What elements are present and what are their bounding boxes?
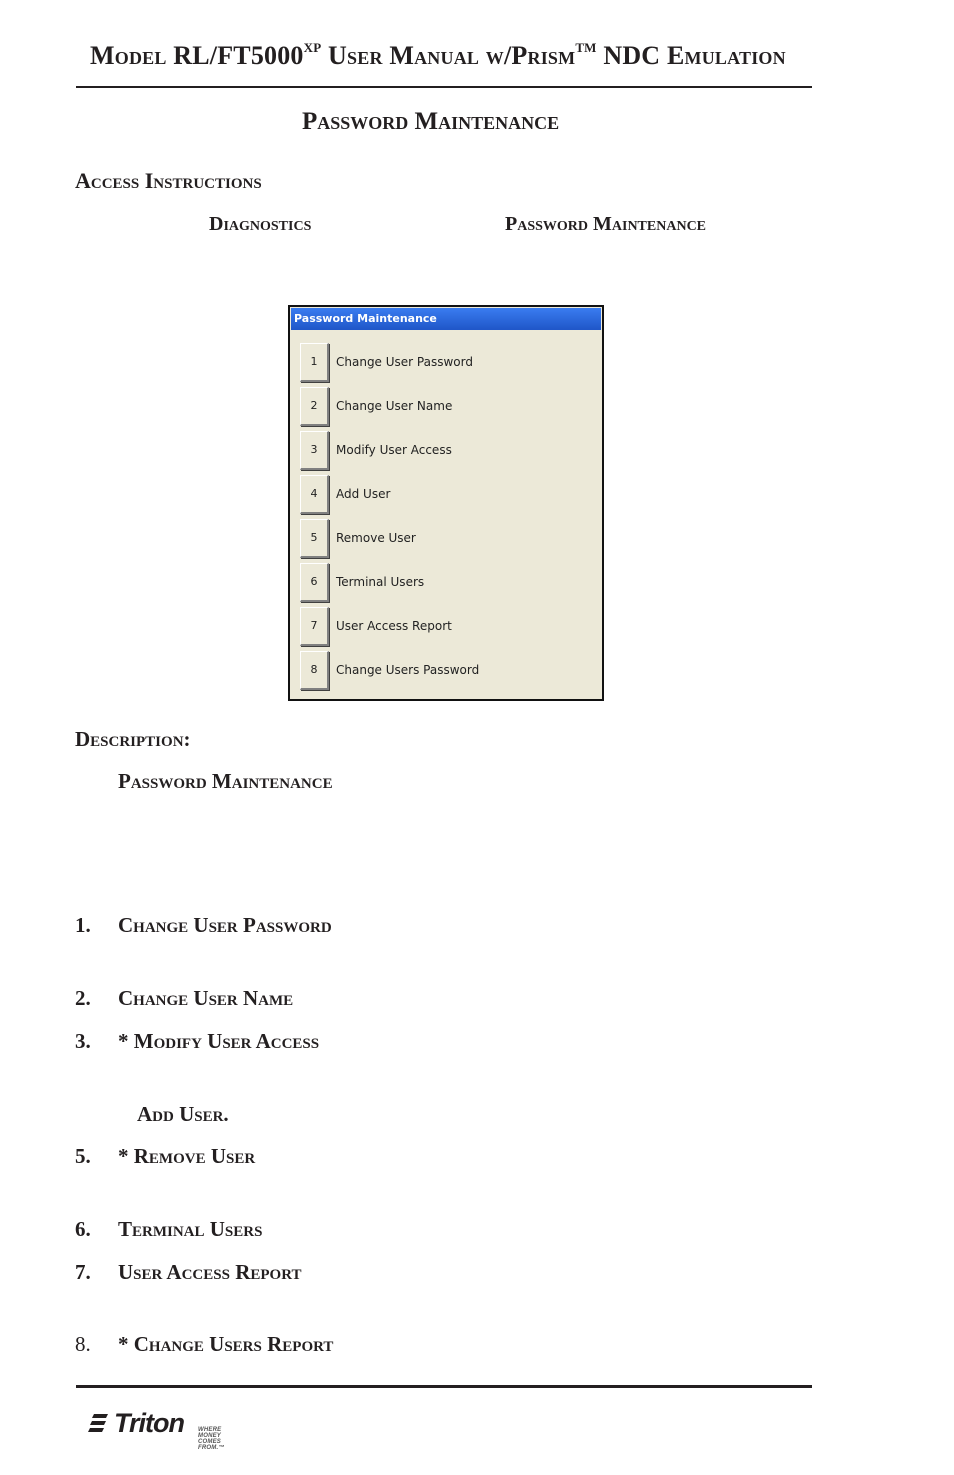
triton-mark-icon bbox=[88, 1412, 110, 1436]
running-header bbox=[90, 40, 786, 71]
dialog-titlebar: Password Maintenance bbox=[291, 308, 601, 330]
menu-item-user-access-report[interactable] bbox=[300, 607, 590, 647]
header-emulation: NDC Emulation bbox=[596, 41, 786, 70]
menu-label: Add User bbox=[336, 487, 391, 501]
menu-button-6[interactable]: 6 bbox=[300, 563, 329, 602]
list-item bbox=[75, 1332, 333, 1357]
menu-button-8[interactable]: 8 bbox=[300, 651, 329, 690]
access-instructions-heading: Access Instructions bbox=[75, 168, 262, 193]
header-model-superscript: XP bbox=[303, 40, 322, 55]
menu-button-7[interactable]: 7 bbox=[300, 607, 329, 646]
menu-label: Modify User Access bbox=[336, 443, 452, 457]
header-model: Model RL/FT5000 bbox=[90, 41, 304, 70]
list-item-label: * Change Users Report bbox=[118, 1332, 334, 1356]
list-item bbox=[75, 1144, 255, 1169]
list-item bbox=[75, 1217, 262, 1242]
list-item-label: Change User Password bbox=[118, 913, 332, 937]
logo-tagline: WHERE MONEY COMES FROM.™ bbox=[198, 1427, 225, 1451]
menu-item-add-user[interactable] bbox=[300, 475, 590, 515]
list-item-label: * Remove User bbox=[118, 1144, 256, 1168]
header-trademark: TM bbox=[575, 40, 597, 55]
page-title: Password Maintenance bbox=[302, 108, 560, 135]
menu-label: Remove User bbox=[336, 531, 416, 545]
list-item-number: 3. bbox=[75, 1029, 91, 1053]
menu-button-5[interactable]: 5 bbox=[300, 519, 329, 558]
menu-label: Change User Name bbox=[336, 399, 453, 413]
menu-item-remove-user[interactable] bbox=[300, 519, 590, 559]
list-item bbox=[75, 1029, 319, 1054]
list-item-label: Change User Name bbox=[118, 986, 294, 1010]
menu-button-2[interactable]: 2 bbox=[300, 387, 329, 426]
list-item-number: 8. bbox=[75, 1332, 91, 1356]
menu-item-change-users-password[interactable] bbox=[300, 651, 590, 691]
list-item-number: 2. bbox=[75, 986, 91, 1010]
header-manual: User Manual w/Prism bbox=[321, 41, 576, 70]
password-maintenance-dialog bbox=[288, 305, 604, 701]
description-subject: Password Maintenance bbox=[118, 769, 333, 793]
list-item-number: 7. bbox=[75, 1260, 91, 1284]
access-menu-password-maintenance: Password Maintenance bbox=[505, 213, 707, 235]
list-item-add-user: Add User. bbox=[137, 1102, 229, 1126]
list-item bbox=[75, 913, 332, 938]
list-item-number: 1. bbox=[75, 913, 91, 937]
menu-label: Change User Password bbox=[336, 355, 473, 369]
menu-label: User Access Report bbox=[336, 619, 452, 633]
menu-item-terminal-users[interactable] bbox=[300, 563, 590, 603]
menu-button-3[interactable]: 3 bbox=[300, 431, 329, 470]
footer-rule bbox=[76, 1385, 812, 1388]
list-item bbox=[75, 1260, 302, 1285]
menu-item-change-user-password[interactable] bbox=[300, 343, 590, 383]
list-item-label: * Modify User Access bbox=[118, 1029, 320, 1053]
list-item-label: Terminal Users bbox=[118, 1217, 263, 1241]
logo-wordmark: Triton bbox=[114, 1408, 184, 1438]
list-item-label: User Access Report bbox=[118, 1260, 302, 1284]
menu-button-1[interactable]: 1 bbox=[300, 343, 329, 382]
menu-label: Change Users Password bbox=[336, 663, 480, 677]
list-item-number: 5. bbox=[75, 1144, 91, 1168]
menu-item-change-user-name[interactable] bbox=[300, 387, 590, 427]
access-menu-diagnostics: Diagnostics bbox=[209, 213, 312, 235]
menu-button-4[interactable]: 4 bbox=[300, 475, 329, 514]
menu-label: Terminal Users bbox=[336, 575, 425, 589]
header-rule bbox=[76, 86, 812, 88]
description-heading: Description: bbox=[75, 727, 191, 751]
list-item-number: 6. bbox=[75, 1217, 91, 1241]
list-item bbox=[75, 986, 293, 1011]
menu-item-modify-user-access[interactable] bbox=[300, 431, 590, 471]
